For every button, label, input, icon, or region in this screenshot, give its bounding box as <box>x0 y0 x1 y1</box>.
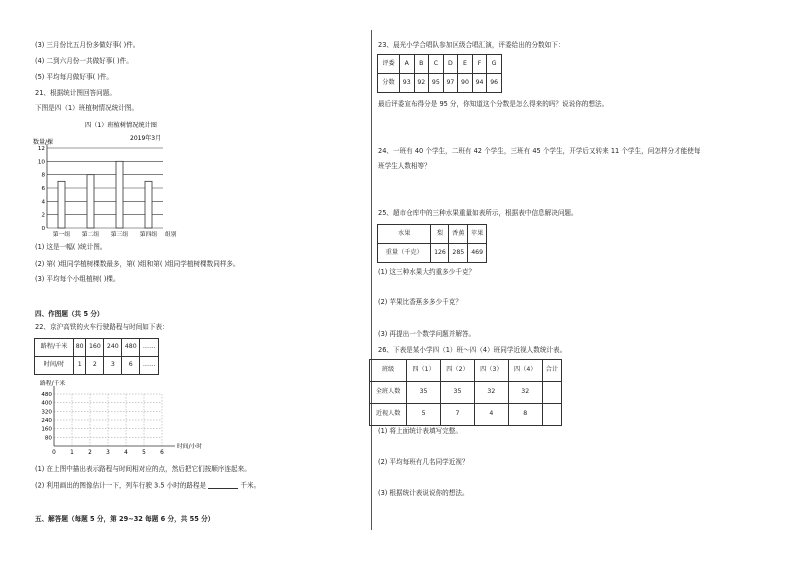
table-cell: 1 <box>73 357 85 375</box>
x-tick-label: 第一组 <box>52 232 71 238</box>
y-tick-label: 160 <box>41 426 52 433</box>
table-cell: 480 <box>122 339 140 357</box>
answer-blank[interactable] <box>208 482 238 489</box>
table-row <box>370 382 562 404</box>
question-26-sub2: (2) 平均每班有几名同学近视？ <box>378 458 469 466</box>
y-tick-label: 6 <box>41 186 45 192</box>
x-tick-label: 2 <box>88 450 92 456</box>
y-tick-label: 80 <box>44 435 52 442</box>
judge-score-table <box>377 54 502 93</box>
table-row <box>35 357 159 375</box>
table-cell: A <box>399 55 414 74</box>
question-22-sub2 <box>35 482 260 489</box>
table-cell: E <box>458 55 473 74</box>
question-22-title: 22、京沪高铁的火车行驶路程与时间如下表： <box>35 323 169 331</box>
question-22-sub2-unit: 千米。 <box>240 481 261 490</box>
table-cell: 四（2） <box>441 360 475 382</box>
table-cell: 92 <box>414 74 429 93</box>
table-row <box>378 55 502 74</box>
bar <box>58 181 65 228</box>
table-cell: C <box>429 55 444 74</box>
question-24-line2: 班学生人数相等？ <box>378 162 431 170</box>
table-cell: 32 <box>508 382 542 404</box>
table-cell: 四（1） <box>407 360 441 382</box>
table-cell <box>542 382 561 404</box>
question-22-sub2-text: (2) 利用画出的图像估计一下，列车行驶 3.5 小时的路程是 <box>35 481 207 490</box>
table-cell: 126 <box>431 244 449 263</box>
table-cell: 160 <box>86 339 104 357</box>
x-tick-label: 5 <box>142 450 146 456</box>
table-cell: 6 <box>122 357 140 375</box>
table-cell: 评委 <box>378 55 400 74</box>
question-3-march-may: (3) 三月份比五月份多做好事( )件。 <box>35 41 140 49</box>
y-tick-label: 4 <box>41 199 45 206</box>
section-4-heading: 四、作图题（共 5 分） <box>35 310 104 318</box>
fruit-weight-table <box>377 224 487 263</box>
chart-title: 四（1）班植树情况统计图 <box>85 122 157 129</box>
table-cell: 四（4） <box>508 360 542 382</box>
x-tick-label: 4 <box>124 450 128 456</box>
x-axis-label: 组别 <box>165 232 177 238</box>
question-25-title: 25、超市仓库中的三种水果重量如表所示，根据表中信息解决问题。 <box>378 209 578 217</box>
table-cell: 班级 <box>370 360 407 382</box>
table-cell: 80 <box>73 339 85 357</box>
question-24-line1: 24、一班有 40 个学生，二班有 42 个学生，三班有 45 个学生，开学后又转来 11 个学生，问怎样分才能使每 <box>378 147 701 155</box>
table-cell: 梨 <box>431 225 449 244</box>
distance-time-table <box>34 338 159 375</box>
table-cell: 近视人数 <box>370 404 407 426</box>
x-tick-label: 1 <box>70 450 74 456</box>
table-cell: 90 <box>458 74 473 93</box>
question-25-sub3: (3) 再提出一个数学问题并解答。 <box>378 330 476 338</box>
question-21-intro: 下图是四（1）班植树情况统计图。 <box>35 104 139 112</box>
question-5-average: (5) 平均每月做好事( )件。 <box>35 73 114 81</box>
table-cell: …… <box>140 357 159 375</box>
x-tick-label: 3 <box>106 450 110 456</box>
y-tick-label: 320 <box>41 409 52 416</box>
table-cell: 全班人数 <box>370 382 407 404</box>
bar <box>145 181 152 228</box>
bar <box>87 175 94 228</box>
table-cell: 7 <box>441 404 475 426</box>
table-cell: 2 <box>86 357 104 375</box>
question-25-sub2: (2) 苹果比香蕉多多少千克？ <box>378 298 462 306</box>
x-tick-label: 0 <box>52 450 56 456</box>
table-cell: …… <box>140 339 159 357</box>
column-divider <box>371 30 372 530</box>
y-tick-label: 480 <box>41 392 52 398</box>
table-row <box>378 244 487 263</box>
table-cell: 香蕉 <box>449 225 468 244</box>
question-23-question: 最后评委宣布得分是 95 分，你知道这个分数是怎么得来的吗？说说你的想法。 <box>378 100 609 108</box>
question-26-title: 26、下表是某小学四（1）班～四（4）班同学近视人数统计表。 <box>378 346 567 354</box>
question-25-sub1: (1) 这三种水果大约重多少千克？ <box>378 268 476 276</box>
y-tick-label: 240 <box>41 418 52 424</box>
table-cell: 水果 <box>378 225 431 244</box>
y-tick-label: 10 <box>37 159 45 166</box>
bar-chart <box>30 118 200 240</box>
table-cell: 469 <box>468 244 487 263</box>
question-21-sub1: (1) 这是一幅( )统计图。 <box>35 243 107 251</box>
table-cell: D <box>443 55 458 74</box>
x-axis-label: 时间/小时 <box>177 444 203 450</box>
table-cell: G <box>487 55 502 74</box>
table-cell: 96 <box>487 74 502 93</box>
table-cell: 95 <box>429 74 444 93</box>
table-cell: 93 <box>399 74 414 93</box>
x-tick-label: 第三组 <box>110 232 129 238</box>
question-26-sub3: (3) 根据统计表说说你的想法。 <box>378 489 469 497</box>
table-row <box>370 404 562 426</box>
table-cell: F <box>472 55 487 74</box>
question-21-title: 21、根据统计图回答问题。 <box>35 89 116 97</box>
table-cell: 路程/千米 <box>35 339 74 357</box>
table-cell: 5 <box>407 404 441 426</box>
table-cell: 35 <box>407 382 441 404</box>
y-tick-label: 0 <box>41 226 45 232</box>
bar <box>116 161 123 228</box>
table-cell: 合计 <box>542 360 561 382</box>
table-cell: 时间/时 <box>35 357 74 375</box>
table-cell: 97 <box>443 74 458 93</box>
table-row <box>370 360 562 382</box>
table-row <box>378 74 502 93</box>
table-cell: 苹果 <box>468 225 487 244</box>
question-26-sub1: (1) 将上面统计表填写完整。 <box>378 427 462 435</box>
y-tick-label: 400 <box>41 400 52 407</box>
x-tick-label: 6 <box>160 450 164 456</box>
chart-subtitle: 2019年3月 <box>130 135 162 142</box>
y-axis-label: 路程/千米 <box>40 381 66 387</box>
table-cell: B <box>414 55 429 74</box>
table-cell: 285 <box>449 244 468 263</box>
distance-time-grid <box>30 378 215 460</box>
table-cell: 32 <box>474 382 508 404</box>
table-cell: 240 <box>104 339 122 357</box>
table-cell: 35 <box>441 382 475 404</box>
y-tick-label: 12 <box>37 146 45 152</box>
table-cell <box>542 404 561 426</box>
table-cell: 重量（千克） <box>378 244 431 263</box>
question-21-sub3: (3) 平均每个小组植树( )棵。 <box>35 275 120 283</box>
section-5-heading: 五、解答题（每题 5 分，第 29~32 每题 6 分，共 55 分） <box>35 515 215 523</box>
table-cell: 3 <box>104 357 122 375</box>
x-tick-label: 第四组 <box>139 232 158 238</box>
table-cell: 四（3） <box>474 360 508 382</box>
table-cell: 分数 <box>378 74 400 93</box>
table-row <box>378 225 487 244</box>
question-23-title: 23、晨光小学合唱队参加区级合唱汇演，评委给出的分数如下： <box>378 41 565 49</box>
myopia-table <box>369 359 562 426</box>
table-cell: 8 <box>508 404 542 426</box>
table-cell: 94 <box>472 74 487 93</box>
question-4-feb-jun: (4) 二到六月份一共做好事( )件。 <box>35 57 133 65</box>
x-tick-label: 第二组 <box>81 232 100 238</box>
y-axis-label: 数量/棵 <box>33 139 54 146</box>
table-cell: 4 <box>474 404 508 426</box>
question-22-sub1: (1) 在上图中描出表示路程与时间相对应的点，然后把它们按顺序连起来。 <box>35 465 251 473</box>
y-tick-label: 2 <box>41 212 45 219</box>
question-21-sub2: (2) 第( )组同学植树棵数最多，第( )组和第( )组同学植树棵数同样多。 <box>35 260 240 268</box>
y-tick-label: 8 <box>41 172 45 179</box>
table-row <box>35 339 159 357</box>
